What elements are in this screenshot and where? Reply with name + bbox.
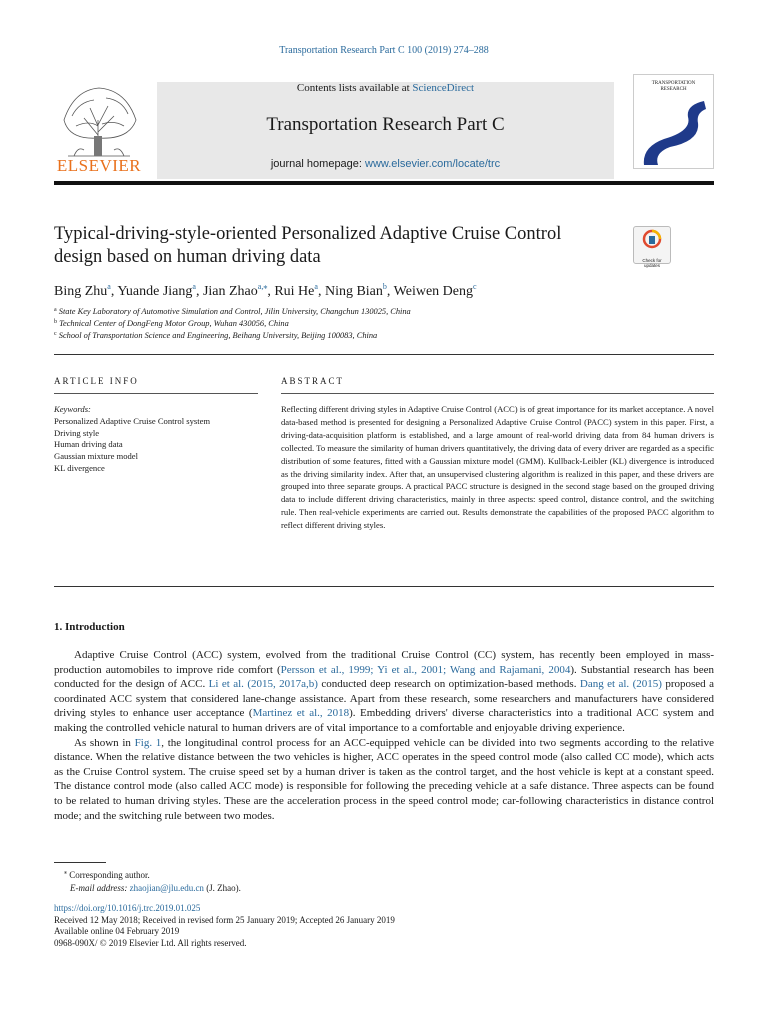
author-name: Weiwen Deng bbox=[393, 284, 474, 299]
homepage-line bbox=[157, 158, 614, 170]
text-run: conducted deep research on optimization-based methods. bbox=[317, 678, 580, 691]
introduction-body bbox=[54, 648, 714, 823]
article-info-rule bbox=[54, 393, 258, 394]
homepage-link[interactable]: www.elsevier.com/locate/trc bbox=[365, 158, 501, 170]
citation-link[interactable]: Li et al. (2015, 2017a,b) bbox=[208, 678, 318, 691]
author-affil-mark[interactable]: a,⁎ bbox=[257, 282, 268, 291]
paragraph bbox=[54, 736, 714, 824]
abstract-rule bbox=[281, 393, 714, 394]
contents-line bbox=[157, 82, 614, 94]
author[interactable] bbox=[325, 284, 387, 299]
text-run: proposed a coordinated ACC system that considered lane-change assistance. Apart from these research, some researchers and manufacturers have considered driving styles to enhance user acceptance ( bbox=[54, 678, 714, 720]
affiliation bbox=[54, 319, 674, 328]
journal-cover[interactable] bbox=[633, 74, 714, 169]
corresponding-note bbox=[54, 867, 714, 882]
paragraph bbox=[54, 648, 714, 736]
email-note bbox=[54, 882, 714, 895]
section-rule bbox=[54, 354, 714, 355]
cover-title: TRANSPORTATION RESEARCH bbox=[651, 81, 696, 92]
available-online: Available online 04 February 2019 bbox=[54, 926, 180, 937]
homepage-prefix: journal homepage: bbox=[270, 158, 366, 170]
corresponding-text: Corresponding author. bbox=[69, 870, 150, 880]
cover-road-icon bbox=[634, 97, 713, 167]
author-name: Bing Zhu bbox=[54, 284, 108, 299]
citation-link[interactable]: Martinez et al., 2018 bbox=[252, 707, 350, 720]
email-link[interactable]: zhaojian@jlu.edu.cn bbox=[129, 883, 204, 893]
author-name: Ning Bian bbox=[324, 284, 383, 299]
keyword: KL divergence bbox=[54, 462, 105, 473]
article-info-heading: ARTICLE INFO bbox=[54, 376, 139, 386]
journal-reference[interactable]: Transportation Research Part C 100 (2019) 274–288 bbox=[279, 45, 489, 56]
keyword: Driving style bbox=[54, 427, 100, 438]
check-updates-button[interactable] bbox=[633, 226, 671, 268]
introduction-heading: 1. Introduction bbox=[54, 621, 125, 633]
affiliation-text: State Key Laboratory of Automotive Simulation and Control, Jilin University, Changchun 130025, China bbox=[58, 307, 411, 316]
author[interactable] bbox=[203, 284, 267, 299]
elsevier-logo bbox=[54, 80, 144, 176]
text-run: ). Embedding drivers' diverse characteristics into a traditional ACC system and making the controlled vehicle natural to human drivers are of vital importance to a comfortable and enjoyable driving experience. bbox=[54, 707, 714, 734]
figure-link[interactable]: Fig. 1 bbox=[134, 736, 162, 749]
contents-prefix: Contents lists available at bbox=[296, 82, 413, 94]
affiliation bbox=[54, 331, 674, 340]
abstract-end-rule bbox=[54, 586, 714, 587]
header-rule bbox=[54, 181, 714, 185]
abstract-heading: ABSTRACT bbox=[281, 376, 345, 386]
sciencedirect-link[interactable]: ScienceDirect bbox=[412, 82, 475, 94]
affiliation-mark: b bbox=[54, 319, 57, 325]
citation-link[interactable]: Persson et al., 1999; Yi et al., 2001; Wang and Rajamani, 2004 bbox=[280, 663, 571, 676]
author[interactable] bbox=[274, 284, 318, 299]
keywords-label: Keywords: bbox=[54, 404, 91, 414]
author[interactable] bbox=[394, 284, 477, 299]
footnote-rule bbox=[54, 862, 106, 863]
check-updates-label: Check for updates bbox=[642, 258, 662, 268]
publication-info bbox=[54, 903, 714, 949]
author-list: Bing Zhu$^a$, Yuande Jiang$^a$, Jian Zhao$^{a,⁎}$, Rui He$^a$, Ning Bian$^b$, Weiwen Deng$^c$ bbox=[54, 282, 477, 299]
author-name: Jian Zhao bbox=[202, 284, 258, 299]
footnote-mark: ⁎ bbox=[64, 870, 67, 876]
author-affil-mark[interactable]: c bbox=[473, 282, 477, 291]
footnotes bbox=[54, 867, 714, 895]
keyword: Human driving data bbox=[54, 439, 123, 450]
text-run: As shown in bbox=[74, 736, 135, 749]
copyright: 0968-090X/ © 2019 Elsevier Ltd. All rights reserved. bbox=[54, 937, 247, 948]
author-affil-mark[interactable]: a bbox=[192, 282, 196, 291]
paper-title: Typical-driving-style-oriented Personalized Adaptive Cruise Control design based on human driving data bbox=[54, 224, 562, 267]
affiliation-mark: a bbox=[54, 307, 57, 313]
affiliation bbox=[54, 307, 674, 316]
keyword: Personalized Adaptive Cruise Control system bbox=[54, 415, 211, 426]
author-name: Rui He bbox=[274, 284, 315, 299]
email-label: E-mail address: bbox=[70, 883, 130, 893]
received-dates: Received 12 May 2018; Received in revised form 25 January 2019; Accepted 26 January 2019 bbox=[54, 914, 395, 925]
text-run: ). Substantial research has been conducted for the design of ACC. bbox=[54, 663, 714, 691]
publisher-name: ELSEVIER bbox=[56, 156, 142, 175]
keywords-block bbox=[54, 404, 258, 475]
abstract-text: Reflecting different driving styles in Adaptive Cruise Control (ACC) is of great importance for its market acceptance. A novel data-based method is presented for designing a Personalized Adaptive Cruise Control (PACC) system in this paper. First, a driving-data-acquisition platform is established, and a large amount of real-world driving data from 84 human drivers is collected. To measure the similarity of human drivers quantitatively, the driving data of every driver are regarded as a specific distribution of some features, fitted with a Gaussian mixture model (GMM). Kullback-Leibler (KL) divergence is introduced as the driving similarity index. After that, an unsupervised clustering algorithm is realized in this paper, and these drivers are grouped into three separate groups. A practical PACC structure is designed in the second stage based on the grouped driving data to include different driving characteristics, mainly in three aspects: speed control, distance control, and the switching rule. Then real-vehicle experiments are carried out. Results demonstrate the capabilities of the proposed PACC algorithm to reflect different driving styles. bbox=[281, 404, 714, 531]
author-affil-mark[interactable]: a bbox=[314, 282, 318, 291]
author-name: Yuande Jiang bbox=[117, 284, 193, 299]
affiliation-mark: c bbox=[54, 331, 57, 337]
author-affil-mark[interactable]: b bbox=[382, 282, 387, 291]
author[interactable] bbox=[54, 284, 111, 299]
author[interactable] bbox=[117, 284, 196, 299]
journal-title: Transportation Research Part C bbox=[266, 114, 505, 135]
text-run: Adaptive Cruise Control (ACC) system, evolved from the traditional Cruise Control (CC) system, has recently been employed in mass-production automobiles to improve ride comfort ( bbox=[54, 649, 714, 676]
email-suffix: (J. Zhao). bbox=[203, 883, 241, 893]
affiliation-text: Technical Center of DongFeng Motor Group, Wuhan 430056, China bbox=[59, 319, 289, 328]
author-affil-mark[interactable]: a bbox=[107, 282, 111, 291]
affiliation-text: School of Transportation Science and Engineering, Beihang University, Beijing 100083, China bbox=[58, 331, 378, 340]
check-updates-icon bbox=[634, 227, 670, 253]
keyword: Gaussian mixture model bbox=[54, 451, 139, 462]
doi-link[interactable]: https://doi.org/10.1016/j.trc.2019.01.025 bbox=[54, 903, 201, 913]
text-run: , the longitudinal control process for an ACC-equipped vehicle can be divided into two segments according to the relative distance. When the relative distance between the two vehicles is higher, ACC operates in the speed control mode (also called CC mode), which acts as the Cruise Control system. The cruise speed set by a human driver is taken as the control target, and the host vehicle is kept at a constant speed. The distance control mode (also called ACC mode) is responsible for following the preceding vehicle at a safe distance. Three aspects can be found to be related to human driving styles. These are the acceleration process in the speed control mode; car-following characteristics in distance control mode; and the switching rule between two modes. bbox=[54, 736, 714, 822]
citation-link[interactable]: Dang et al. (2015) bbox=[579, 678, 662, 691]
